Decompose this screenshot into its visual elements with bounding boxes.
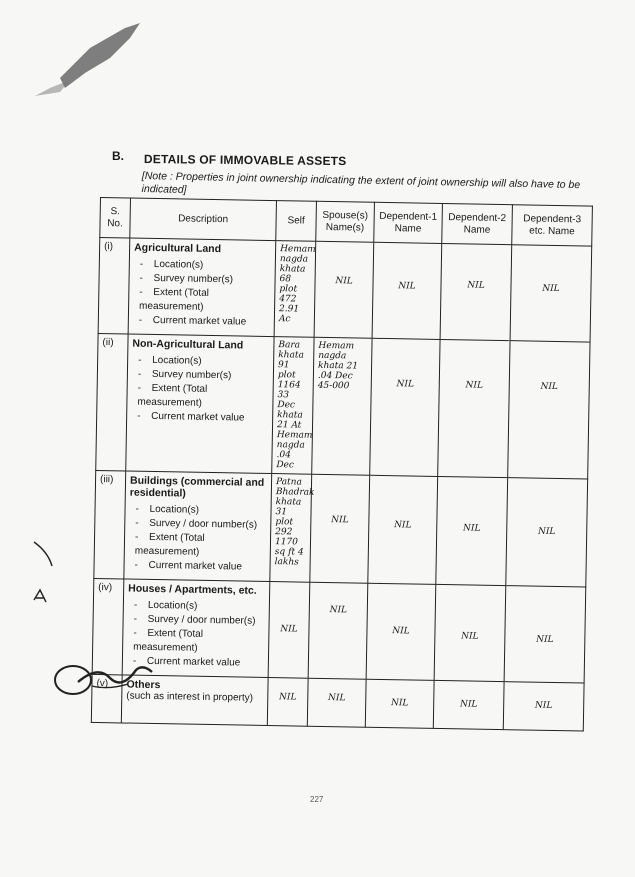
header-dependent-2: Dependent-2 Name <box>442 203 513 244</box>
row-title: Houses / Apartments, etc. <box>128 582 257 597</box>
row-title: Non-Agricultural Land <box>132 337 244 352</box>
row-sno: (iv) <box>92 578 124 675</box>
table-row <box>96 333 590 479</box>
scan-stain <box>30 18 150 98</box>
cell-dependent-3: NIL <box>510 245 592 342</box>
row-description <box>124 471 272 582</box>
header-dependent-1: Dependent-1 Name <box>374 202 443 243</box>
row-item: - Location(s) <box>138 354 269 370</box>
cell-self: NIL <box>268 582 310 679</box>
cell-dependent-3: NIL <box>508 341 590 479</box>
section-label: B. <box>112 149 124 163</box>
header-dependent-3: Dependent-3 etc. Name <box>512 205 593 246</box>
row-sno: (i) <box>98 238 130 335</box>
cell-spouse: NIL <box>314 241 374 338</box>
row-item: - Current market value <box>134 559 265 575</box>
row-title: Agricultural Land <box>134 241 222 256</box>
row-item: - Survey number(s) <box>138 368 269 384</box>
section-note: [Note : Properties in joint ownership indicating the extent of joint ownership will also have to be indicated] <box>141 170 581 196</box>
table-row <box>92 578 586 683</box>
signature-stamp <box>48 660 158 700</box>
cell-dependent-3: NIL <box>503 682 584 731</box>
cell-dependent-2: NIL <box>433 680 504 729</box>
row-items <box>128 503 266 575</box>
row-item: - Survey / door number(s) <box>135 517 266 533</box>
cell-dependent-1: NIL <box>372 242 442 339</box>
row-items <box>133 258 271 330</box>
cell-self-handwritten: Bara khata 91 plot 1164 33 Dec khata 21 At Hemam nagda .04 Dec <box>272 337 314 475</box>
row-item: - Survey number(s) <box>139 272 270 288</box>
cell-dependent-1: NIL <box>368 475 438 584</box>
row-item: - Extent (Total measurement) <box>133 627 264 657</box>
row-description <box>128 238 276 337</box>
header-self: Self <box>276 201 317 242</box>
immovable-assets-table <box>91 197 593 732</box>
header-spouse: Spouse(s) Name(s) <box>316 201 375 242</box>
row-sno: (ii) <box>96 333 128 471</box>
immovable-assets-table-wrap <box>92 197 592 711</box>
table-row <box>94 470 588 587</box>
header-description: Description <box>130 198 277 241</box>
table-row <box>91 674 584 731</box>
row-item: - Survey / door number(s) <box>134 613 265 629</box>
cell-self: NIL <box>267 678 308 727</box>
table-row <box>98 238 592 343</box>
cell-spouse: NIL <box>307 678 366 727</box>
row-description <box>126 334 274 474</box>
row-item: - Location(s) <box>134 599 265 615</box>
row-item: - Extent (Total measurement) <box>139 286 270 316</box>
cell-dependent-3: NIL <box>506 478 588 587</box>
row-item: - Extent (Total measurement) <box>135 531 266 561</box>
margin-pen-mark <box>30 540 70 610</box>
cell-dependent-2: NIL <box>440 243 512 340</box>
row-title: Buildings (commercial and residential) <box>129 474 265 500</box>
cell-dependent-2: NIL <box>438 339 510 477</box>
header-sno: S. No. <box>100 198 131 239</box>
section-title: DETAILS OF IMMOVABLE ASSETS <box>143 152 347 169</box>
row-subtitle: (such as interest in property) <box>126 690 254 704</box>
row-items <box>131 354 269 426</box>
row-item: - Current market value <box>139 314 270 330</box>
row-title: Others <box>126 678 161 692</box>
cell-spouse: NIL <box>310 474 370 583</box>
row-sno: (v) <box>91 674 122 723</box>
cell-dependent-2: NIL <box>436 476 508 585</box>
cell-dependent-1: NIL <box>370 338 440 476</box>
cell-spouse: NIL <box>308 582 368 679</box>
cell-dependent-2: NIL <box>434 584 506 681</box>
row-item: - Current market value <box>137 410 268 426</box>
cell-self-handwritten: Hemam nagda khata 68 plot 472 2.91 Ac <box>274 241 316 338</box>
row-item: - Location(s) <box>140 258 271 274</box>
row-item: - Extent (Total measurement) <box>137 382 268 412</box>
cell-dependent-3: NIL <box>504 586 586 683</box>
cell-spouse-handwritten: Hemam nagda khata 21 .04 Dec 45-000 <box>312 337 372 475</box>
page-number: 227 <box>310 795 324 804</box>
row-item: - Current market value <box>133 655 264 671</box>
cell-self-handwritten: Patna Bhadrak khata 31 plot 292 1170 sq ft 4 lakhs <box>270 474 312 583</box>
row-item: - Location(s) <box>135 503 266 519</box>
cell-dependent-1: NIL <box>366 583 436 680</box>
cell-dependent-1: NIL <box>365 679 434 728</box>
row-sno: (iii) <box>94 470 126 579</box>
